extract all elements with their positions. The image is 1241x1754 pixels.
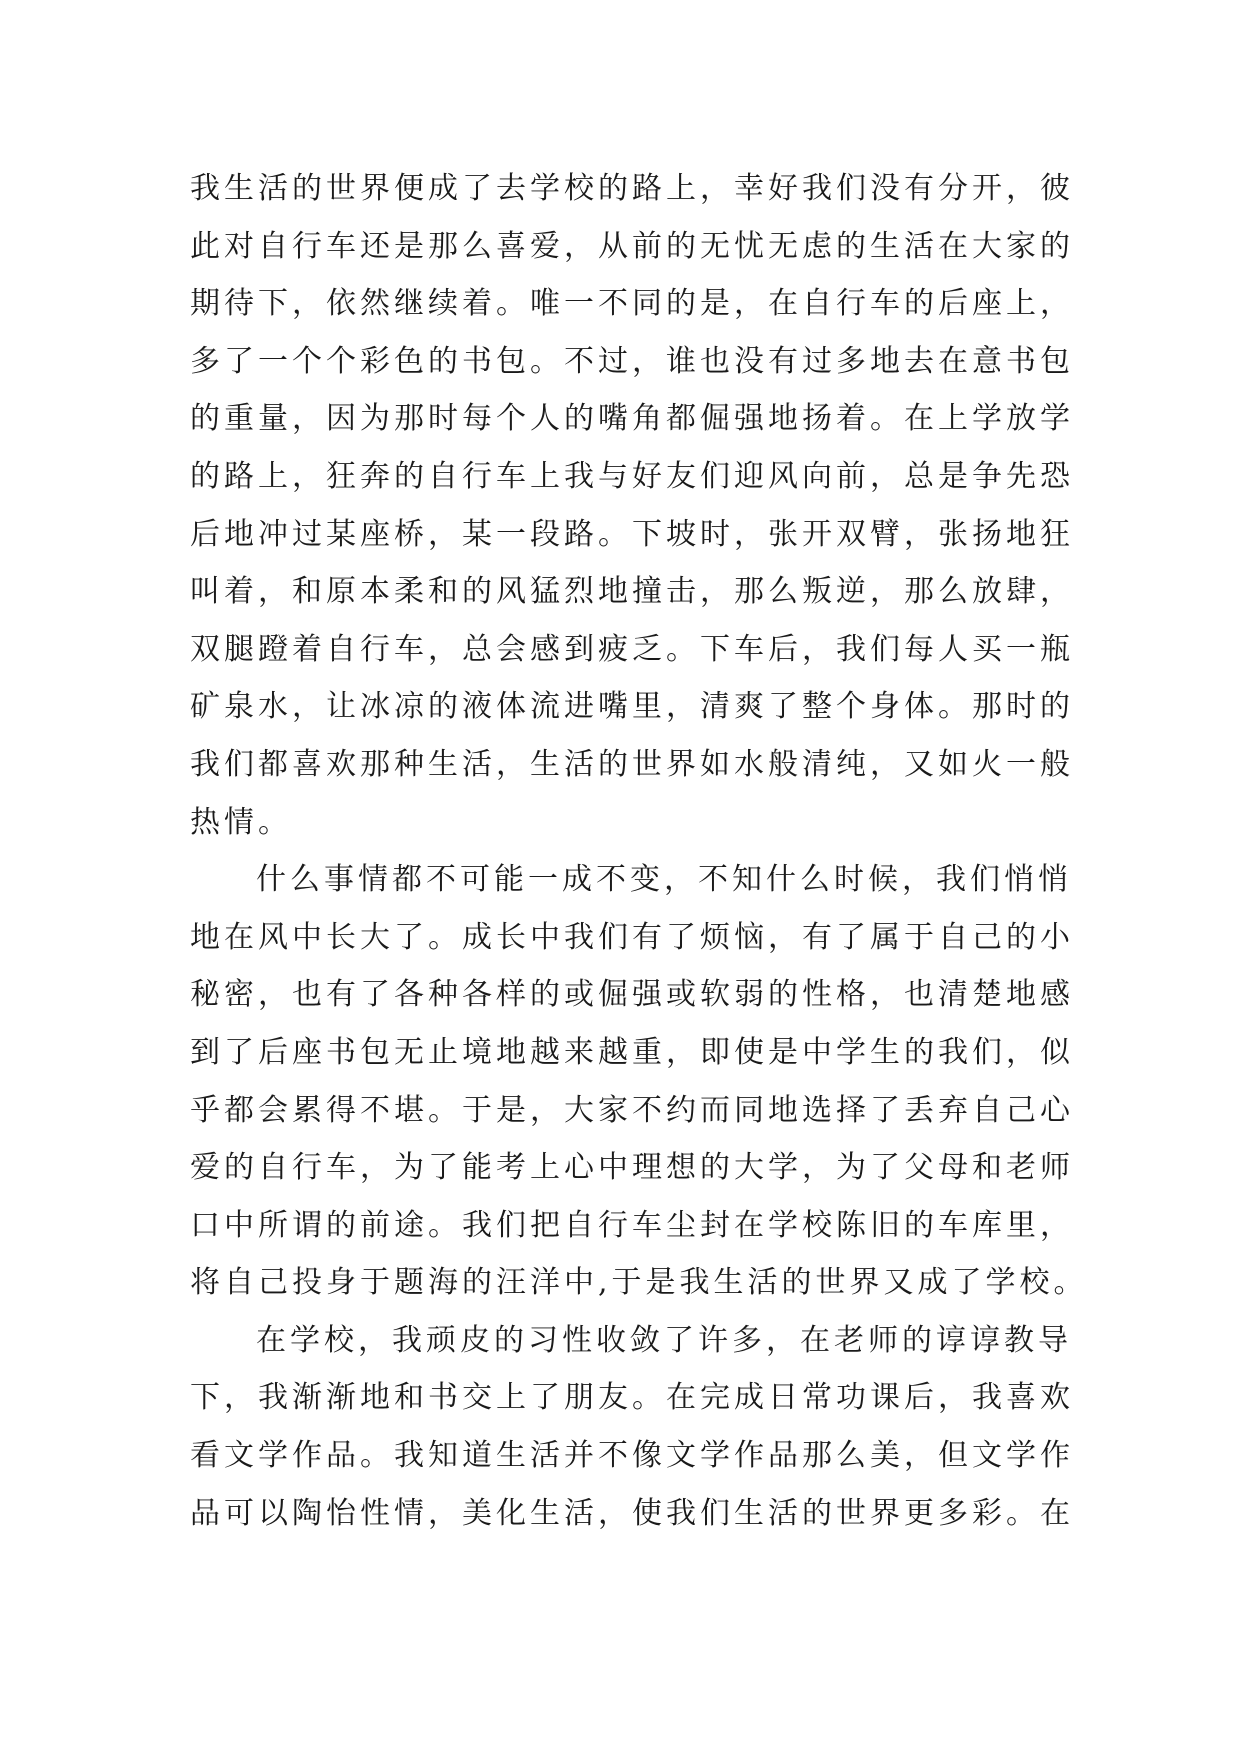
- text-line: 品可以陶怡性情，美化生活，使我们生活的世界更多彩。在: [190, 1495, 1074, 1531]
- text-line: 乎都会累得不堪。于是，大家不约而同地选择了丢弃自己心: [190, 1092, 1074, 1128]
- text-line: 热情。: [190, 804, 292, 840]
- text-line: 期待下，依然继续着。唯一不同的是，在自行车的后座上，: [190, 286, 1074, 322]
- text-line: 看文学作品。我知道生活并不像文学作品那么美，但文学作: [190, 1438, 1074, 1474]
- text-line: 地在风中长大了。成长中我们有了烦恼，有了属于自己的小: [190, 919, 1074, 955]
- text-line: 我们都喜欢那种生活，生活的世界如水般清纯，又如火一般: [190, 746, 1074, 782]
- text-line: 将自己投身于题海的汪洋中,于是我生活的世界又成了学校。: [190, 1265, 1088, 1301]
- text-line: 的重量，因为那时每个人的嘴角都倔强地扬着。在上学放学: [190, 401, 1074, 437]
- text-line: 双腿蹬着自行车，总会感到疲乏。下车后，我们每人买一瓶: [190, 631, 1074, 667]
- text-line: 后地冲过某座桥，某一段路。下坡时，张开双臂，张扬地狂: [190, 516, 1074, 552]
- text-line: 秘密，也有了各种各样的或倔强或软弱的性格，也清楚地感: [190, 977, 1074, 1013]
- text-line: 叫着，和原本柔和的风猛烈地撞击，那么叛逆，那么放肆，: [190, 574, 1074, 610]
- text-line: 下，我渐渐地和书交上了朋友。在完成日常功课后，我喜欢: [190, 1380, 1074, 1416]
- text-line: 我生活的世界便成了去学校的路上，幸好我们没有分开，彼: [190, 171, 1074, 206]
- body-text: [190, 160, 1088, 1542]
- text-line: 到了后座书包无止境地越来越重，即使是中学生的我们，似: [190, 1034, 1074, 1070]
- text-line: 多了一个个彩色的书包。不过，谁也没有过多地去在意书包: [190, 343, 1074, 379]
- text-line: 矿泉水，让冰凉的液体流进嘴里，清爽了整个身体。那时的: [190, 689, 1074, 725]
- paragraph-first-line: 在学校，我顽皮的习性收敛了许多，在老师的谆谆教导: [256, 1322, 1072, 1358]
- text-line: 的路上，狂奔的自行车上我与好友们迎风向前，总是争先恐: [190, 458, 1074, 494]
- text-line: 此对自行车还是那么喜爱，从前的无忧无虑的生活在大家的: [190, 228, 1074, 264]
- paragraph-first-line: 什么事情都不可能一成不变，不知什么时候，我们悄悄: [256, 862, 1072, 898]
- text-line: 爱的自行车，为了能考上心中理想的大学，为了父母和老师: [190, 1150, 1074, 1186]
- text-line: 口中所谓的前途。我们把自行车尘封在学校陈旧的车库里，: [190, 1207, 1074, 1243]
